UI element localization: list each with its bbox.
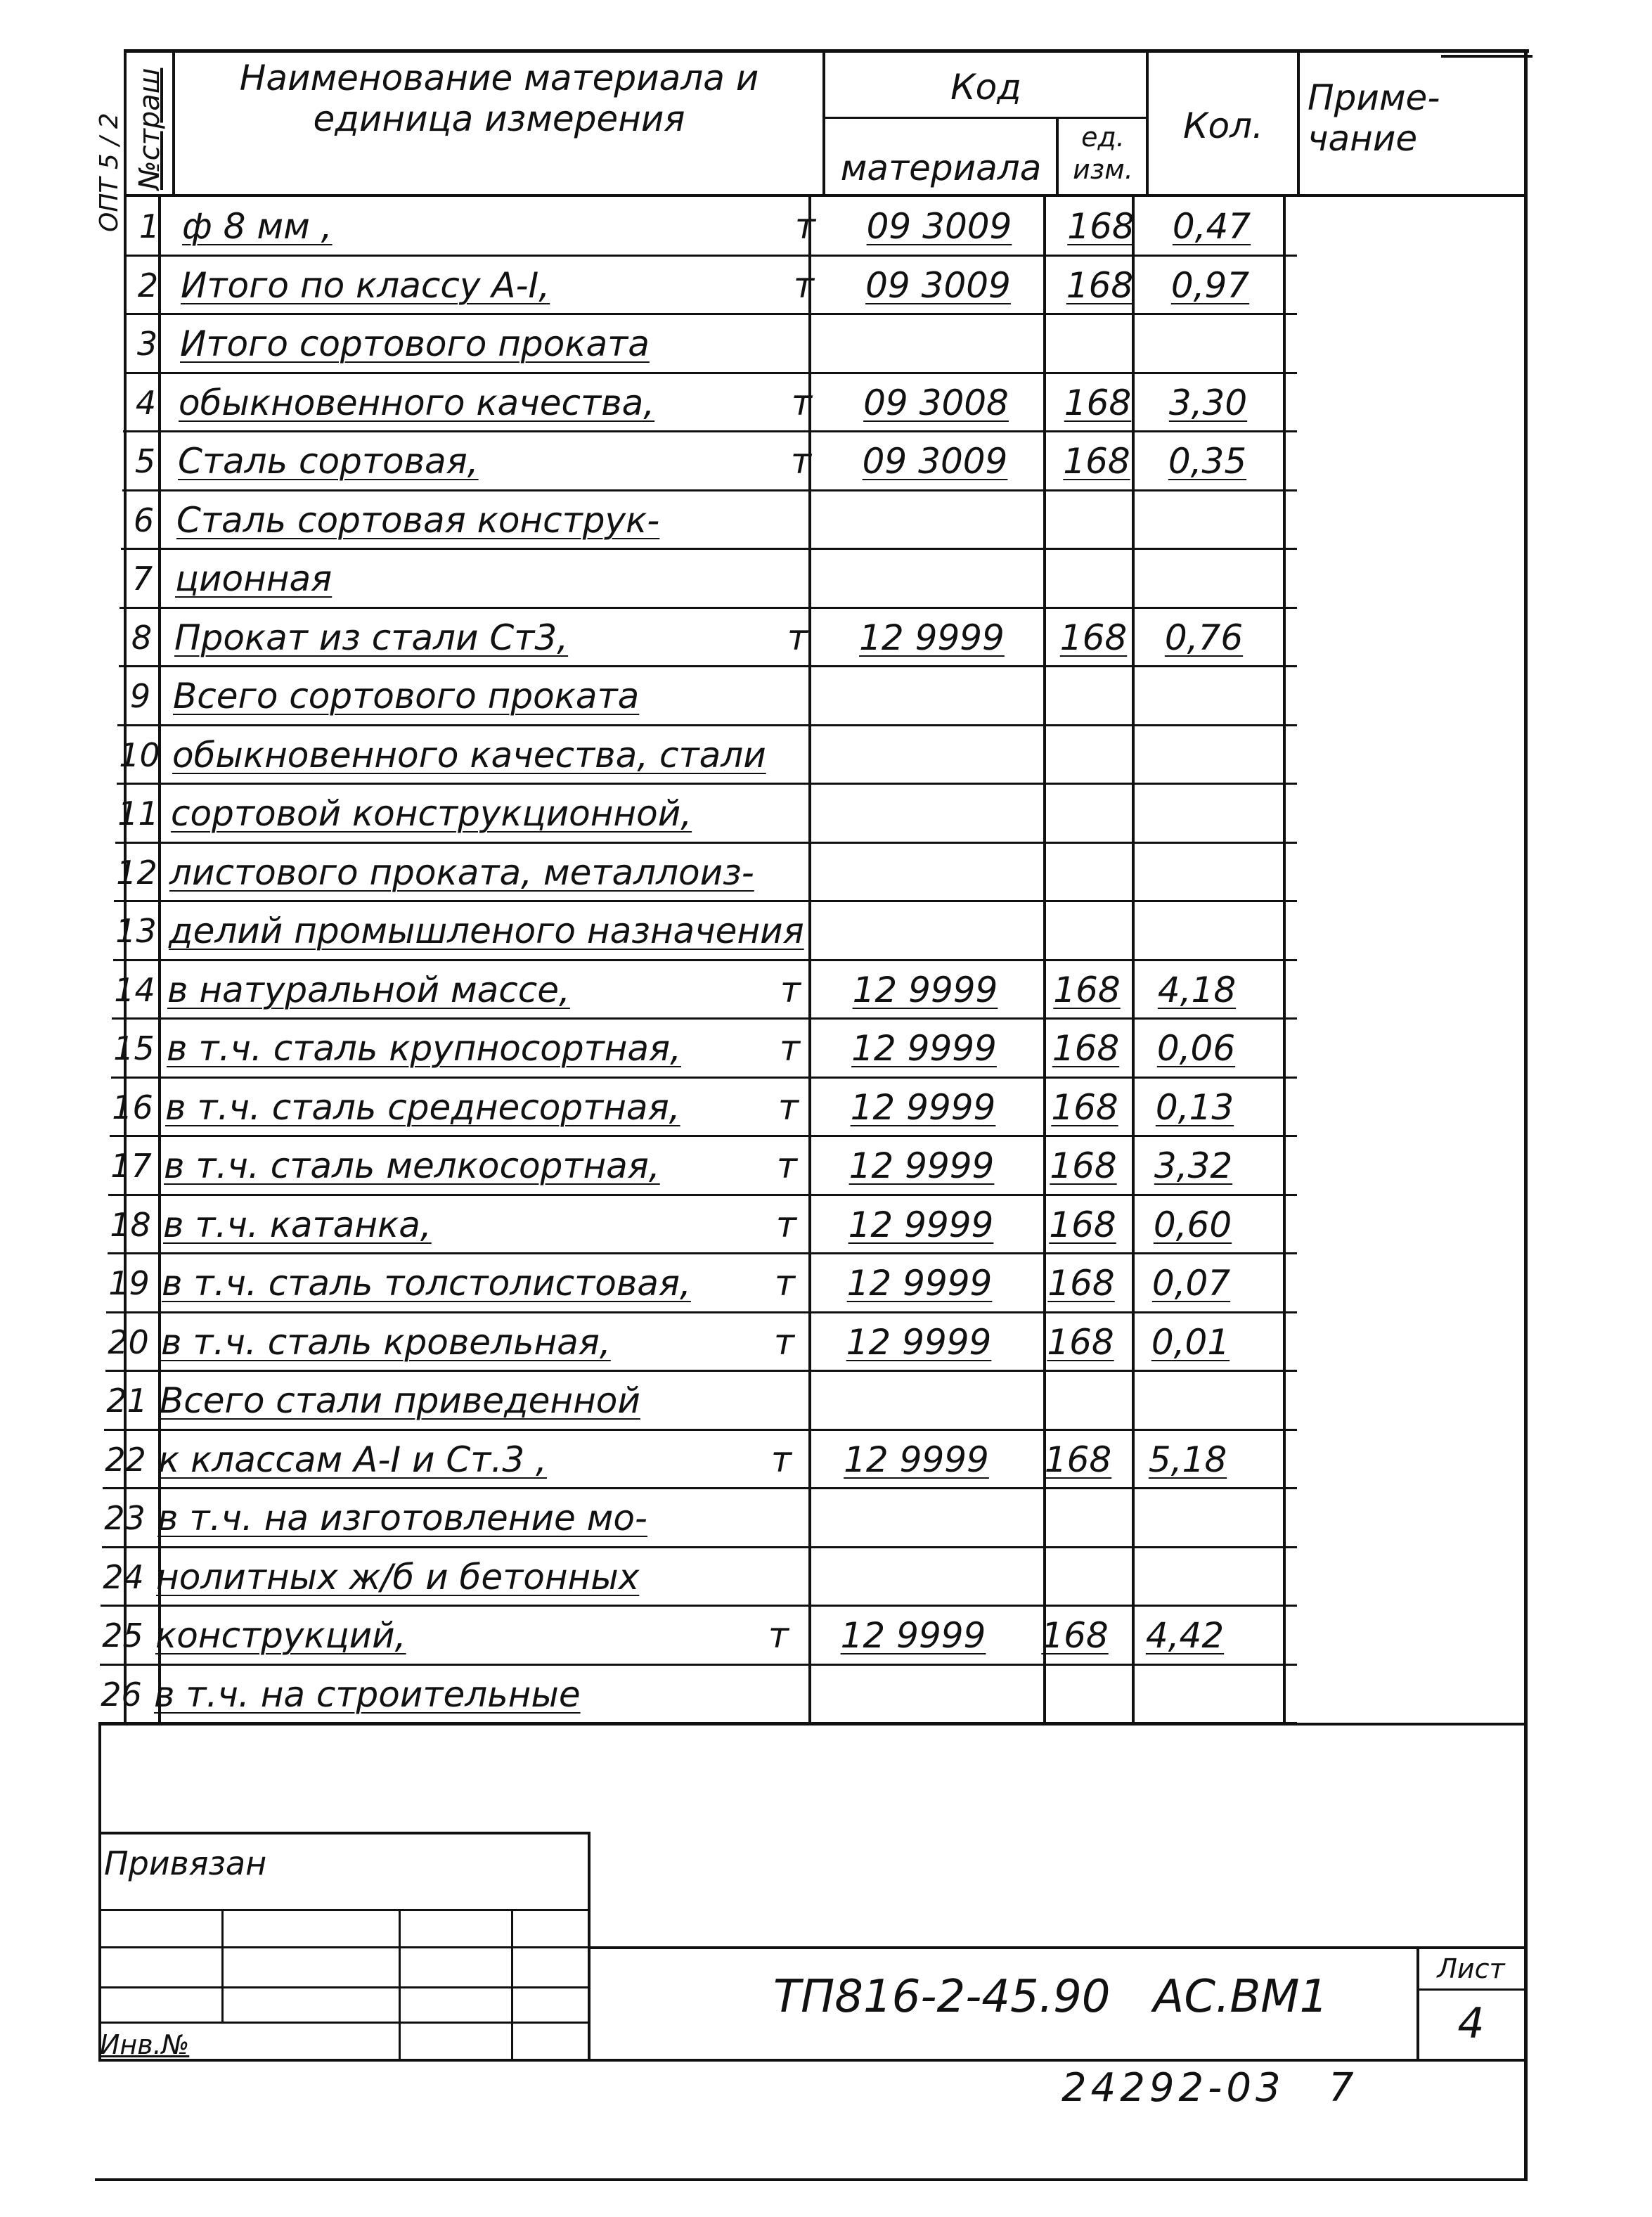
unit-code: 168: [1053, 970, 1121, 1010]
stamp-row-line-2: [98, 1946, 591, 1948]
table-row-line: [108, 1252, 1297, 1254]
row-number: 17: [110, 1147, 152, 1185]
stamp-row-line-3: [98, 1986, 591, 1988]
header-bottom-line: [127, 194, 1525, 197]
table-row-line: [123, 430, 1297, 432]
row-number: 18: [110, 1206, 151, 1244]
material-name: обыкновенного качества,: [179, 383, 655, 423]
unit-code: 168: [1067, 206, 1135, 247]
row-number: 6: [133, 501, 155, 539]
table-row-line: [114, 900, 1297, 902]
material-code: 12 9999: [848, 1145, 995, 1186]
table-bottom-line: [98, 1723, 1525, 1726]
table-row-line: [119, 665, 1297, 667]
material-name: Всего стали приведенной: [160, 1380, 640, 1421]
material-name: Сталь сортовая,: [178, 441, 479, 482]
frame-bottom: [95, 2178, 1528, 2181]
unit-label: т: [768, 1615, 789, 1656]
header-row-no: №страш: [134, 68, 166, 190]
row-number: 4: [135, 384, 157, 422]
row-number: 26: [101, 1676, 142, 1714]
row-number: 3: [136, 325, 158, 363]
unit-code: 168: [1051, 1087, 1118, 1128]
quantity-value: 0,97: [1170, 265, 1250, 306]
header-quantity: Кол.: [1183, 105, 1263, 146]
quantity-value: 0,13: [1155, 1087, 1234, 1128]
material-name: Сталь сортовая конструк-: [176, 500, 660, 541]
header-code-unit: ед. изм.: [1073, 122, 1133, 185]
table-row-line: [106, 1311, 1297, 1313]
material-code: 12 9999: [852, 970, 998, 1010]
table-row-line: [105, 1370, 1297, 1372]
material-code: 09 3009: [866, 206, 1012, 247]
material-name: в т.ч. сталь кровельная,: [161, 1322, 611, 1363]
row-number: 11: [117, 795, 159, 833]
material-code: 12 9999: [844, 1439, 989, 1480]
unit-code: 168: [1047, 1263, 1115, 1304]
sheet-label: Лист: [1437, 1953, 1505, 1984]
table-row-line: [121, 548, 1297, 550]
unit-code: 168: [1047, 1322, 1114, 1363]
row-number: 20: [108, 1323, 149, 1361]
unit-label: т: [793, 265, 814, 306]
header-code-group: Код: [950, 67, 1021, 108]
row-number: 8: [131, 619, 153, 657]
table-row-line: [111, 1077, 1297, 1079]
sheet-cell-divider: [1417, 1988, 1525, 1991]
unit-label: т: [776, 1145, 797, 1186]
row-number: 19: [108, 1264, 150, 1302]
table-row-line: [100, 1664, 1297, 1666]
unit-label: т: [791, 383, 812, 423]
material-name: нолитных ж/б и бетонных: [156, 1557, 640, 1598]
unit-code: 168: [1066, 265, 1134, 306]
row-number: 13: [115, 912, 157, 950]
frame-top: [127, 49, 1529, 53]
header-code-material: материала: [840, 148, 1042, 188]
unit-label: т: [774, 1263, 795, 1304]
sheet-cell-left: [1417, 1946, 1419, 2059]
table-row-line: [101, 1605, 1297, 1607]
material-code: 12 9999: [846, 1263, 993, 1304]
unit-code: 168: [1064, 383, 1132, 423]
row-number: 1: [138, 207, 160, 245]
quantity-value: 3,30: [1168, 383, 1248, 423]
frame-top-right: [1441, 55, 1532, 58]
material-name: конструкций,: [155, 1615, 406, 1656]
stamp-tied-label: Привязан: [104, 1844, 267, 1882]
row-number: 12: [116, 854, 157, 892]
unit-label: т: [787, 617, 808, 658]
row-number: 16: [112, 1088, 153, 1126]
material-name: в т.ч. сталь среднесортная,: [165, 1087, 680, 1128]
stamp-col-3: [511, 1909, 513, 2060]
unit-code: 168: [1049, 1204, 1116, 1245]
row-number: 9: [129, 677, 151, 715]
row-number: 25: [102, 1617, 143, 1654]
material-code: 09 3009: [865, 265, 1011, 306]
unit-code: 168: [1050, 1145, 1117, 1186]
material-name: обыкновенного качества, стали: [172, 735, 766, 776]
table-row-line: [110, 1135, 1297, 1137]
table-row-line: [120, 607, 1297, 609]
material-code: 12 9999: [859, 617, 1005, 658]
material-name: Итого по классу А-I,: [181, 265, 550, 306]
col-divider-2-head: [822, 49, 825, 197]
unit-code: 168: [1059, 617, 1128, 658]
unit-label: т: [780, 970, 801, 1010]
unit-label: т: [775, 1204, 796, 1245]
quantity-value: 0,35: [1168, 441, 1247, 482]
quantity-value: 0,76: [1164, 617, 1244, 658]
stamp-row-line-1: [98, 1909, 591, 1911]
stamp-inv-label: Инв.№: [100, 2029, 190, 2060]
stamp-col-2: [399, 1909, 401, 2060]
quantity-value: 4,42: [1145, 1615, 1225, 1656]
material-name: ф 8 мм ,: [182, 206, 333, 247]
quantity-value: 0,01: [1151, 1322, 1230, 1363]
unit-label: т: [790, 441, 811, 482]
unit-code: 168: [1052, 1028, 1120, 1069]
header-name: Наименование материала и единица измерения: [239, 58, 759, 139]
stamp-top-line: [98, 1832, 591, 1834]
row-number: 14: [114, 971, 155, 1009]
material-code: 12 9999: [840, 1615, 986, 1656]
unit-code: 168: [1041, 1615, 1109, 1656]
unit-code: 168: [1063, 441, 1130, 482]
material-name: в т.ч. катанка,: [163, 1204, 432, 1245]
table-row-line: [127, 255, 1297, 257]
unit-code: 168: [1044, 1439, 1112, 1480]
material-name: в натуральной массе,: [167, 970, 570, 1010]
quantity-value: 0,47: [1172, 206, 1251, 247]
material-name: к классам А-I и Ст.3 ,: [158, 1439, 547, 1480]
material-code: 09 3008: [863, 383, 1009, 423]
material-name: листового проката, металлоиз-: [169, 852, 754, 893]
quantity-value: 3,32: [1154, 1145, 1233, 1186]
table-row-line: [104, 1429, 1297, 1431]
quantity-value: 4,18: [1157, 970, 1237, 1010]
table-row-line: [102, 1546, 1297, 1548]
quantity-value: 0,07: [1151, 1263, 1231, 1304]
material-name: в т.ч. сталь крупносортная,: [167, 1028, 682, 1069]
row-number: 10: [119, 736, 160, 774]
material-name: в т.ч. на строительные: [154, 1674, 581, 1715]
material-name: Итого сортового проката: [180, 323, 650, 364]
frame-left-lower: [98, 1723, 101, 2060]
row-number: 2: [137, 266, 159, 304]
unit-label: т: [777, 1087, 799, 1128]
archive-number: 24292-03: [1061, 2065, 1285, 2111]
row-number: 24: [103, 1558, 144, 1596]
col-divider-4-head: [1146, 49, 1149, 197]
material-code: 09 3009: [862, 441, 1008, 482]
material-name: в т.ч. сталь мелкосортная,: [164, 1145, 660, 1186]
table-row-line: [122, 489, 1297, 491]
frame-right: [1524, 53, 1528, 2180]
row-number: 7: [131, 560, 153, 598]
table-row-line: [113, 959, 1297, 961]
table-row-line: [108, 1194, 1297, 1196]
material-code: 12 9999: [848, 1204, 994, 1245]
table-row-line: [125, 313, 1297, 315]
quantity-value: 0,06: [1156, 1028, 1236, 1069]
code-subheader-line: [822, 117, 1146, 119]
row-number: 22: [105, 1441, 146, 1479]
margin-note: ОПТ 5 / 2: [95, 113, 124, 232]
row-number: 21: [106, 1382, 148, 1420]
quantity-value: 0,60: [1153, 1204, 1232, 1245]
material-code: 12 9999: [846, 1322, 992, 1363]
table-row-line: [124, 372, 1297, 374]
material-name: ционная: [175, 558, 333, 599]
stamp-col-1: [221, 1909, 224, 2024]
document-designation: ТП816-2-45.90 АС.ВМ1: [773, 1971, 1329, 2023]
table-row-line: [117, 783, 1297, 785]
col-divider-5-head: [1297, 49, 1300, 197]
row-number: 5: [134, 442, 156, 480]
table-row-line: [115, 842, 1297, 844]
title-block-bottom: [98, 2059, 1525, 2062]
material-name: делий промышленого назначения: [169, 911, 804, 951]
material-name: сортовой конструкционной,: [171, 793, 692, 834]
material-name: в т.ч. на изготовление мо-: [157, 1498, 647, 1538]
title-block-top: [591, 1946, 1525, 1949]
unit-label: т: [779, 1028, 800, 1069]
material-code: 12 9999: [850, 1087, 996, 1128]
material-name: Всего сортового проката: [173, 676, 640, 716]
page-number: 7: [1329, 2065, 1354, 2111]
unit-label: т: [794, 206, 815, 247]
material-name: в т.ч. сталь толстолистовая,: [162, 1263, 691, 1304]
unit-label: т: [773, 1322, 794, 1363]
table-row-line: [117, 724, 1297, 726]
material-code: 12 9999: [851, 1028, 997, 1069]
row-number: 23: [104, 1499, 146, 1537]
sheet-number: 4: [1457, 1999, 1485, 2048]
material-name: Прокат из стали Ст3,: [174, 617, 569, 658]
row-number: 15: [113, 1029, 155, 1067]
quantity-value: 5,18: [1148, 1439, 1227, 1480]
col-divider-3-head: [1056, 117, 1059, 197]
header-note: Приме- чание: [1308, 77, 1440, 159]
col-divider-1-head: [172, 49, 175, 197]
unit-label: т: [770, 1439, 792, 1480]
table-row-line: [103, 1487, 1297, 1489]
table-row-line: [112, 1017, 1297, 1020]
